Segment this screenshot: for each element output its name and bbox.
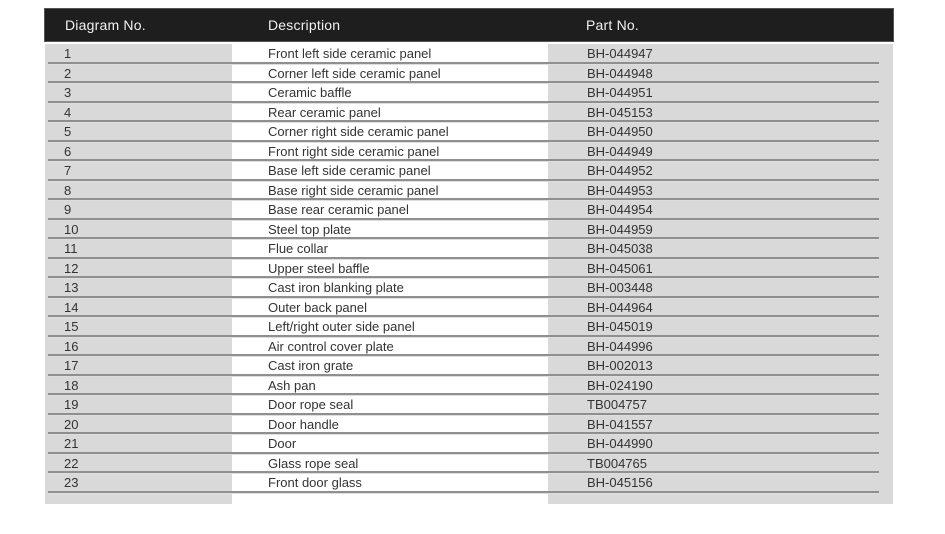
table-row (45, 259, 893, 279)
table-row (45, 220, 893, 240)
cell-diagram-no: 6 (64, 143, 72, 159)
cell-part-no: BH-044948 (587, 65, 653, 81)
table-row (45, 415, 893, 435)
table-row (45, 142, 893, 162)
cell-description: Air control cover plate (268, 338, 394, 354)
cell-diagram-no: 10 (64, 221, 79, 237)
table-row (45, 473, 893, 493)
cell-description: Steel top plate (268, 221, 352, 237)
cell-diagram-no: 19 (64, 397, 79, 413)
table-row (45, 454, 893, 474)
cell-part-no: BH-002013 (587, 358, 653, 374)
cell-part-no: BH-044950 (587, 124, 653, 140)
cell-part-no: BH-045153 (587, 104, 653, 120)
table-row (45, 356, 893, 376)
table-row (45, 395, 893, 415)
cell-description: Corner right side ceramic panel (268, 124, 449, 140)
cell-part-no: BH-041557 (587, 416, 653, 432)
cell-part-no: BH-044951 (587, 85, 653, 101)
column-header-part-no: Part No. (586, 17, 639, 33)
cell-part-no: BH-003448 (587, 280, 653, 296)
cell-diagram-no: 11 (64, 241, 78, 257)
cell-part-no: BH-045156 (587, 475, 653, 491)
cell-part-no: BH-044952 (587, 163, 653, 179)
cell-description: Door (268, 436, 297, 452)
cell-part-no: BH-044949 (587, 143, 653, 159)
table-row (45, 434, 893, 454)
column-header-description: Description (268, 17, 341, 33)
cell-description: Outer back panel (268, 299, 368, 315)
cell-description: Door handle (268, 416, 339, 432)
table-row (45, 298, 893, 318)
cell-part-no: BH-045038 (587, 241, 653, 257)
cell-part-no: TB004757 (587, 397, 647, 413)
cell-diagram-no: 5 (64, 124, 72, 140)
table-row (45, 103, 893, 123)
cell-part-no: BH-044990 (587, 436, 653, 452)
cell-diagram-no: 1 (64, 46, 72, 62)
cell-diagram-no: 17 (64, 358, 79, 374)
cell-part-no: BH-044964 (587, 299, 653, 315)
cell-diagram-no: 9 (64, 202, 72, 218)
cell-description: Upper steel baffle (268, 260, 370, 276)
cell-part-no: BH-044953 (587, 182, 653, 198)
table-row (45, 83, 893, 103)
cell-part-no: BH-045061 (587, 260, 653, 276)
cell-description: Front left side ceramic panel (268, 46, 432, 62)
table-row (45, 64, 893, 84)
cell-part-no: BH-044947 (587, 46, 653, 62)
cell-diagram-no: 12 (64, 260, 79, 276)
cell-diagram-no: 7 (64, 163, 72, 179)
cell-description: Rear ceramic panel (268, 104, 381, 120)
cell-diagram-no: 20 (64, 416, 79, 432)
cell-part-no: TB004765 (587, 455, 647, 471)
cell-diagram-no: 18 (64, 377, 79, 393)
table-row (45, 317, 893, 337)
parts-table-body (45, 44, 893, 493)
cell-part-no: BH-024190 (587, 377, 653, 393)
cell-description: Cast iron blanking plate (268, 280, 404, 296)
table-header-row (45, 9, 893, 41)
table-row (45, 239, 893, 259)
cell-description: Cast iron grate (268, 358, 354, 374)
table-row (45, 278, 893, 298)
cell-part-no: BH-045019 (587, 319, 653, 335)
table-footer-strip (45, 493, 893, 504)
cell-description: Corner left side ceramic panel (268, 65, 441, 81)
table-row (45, 181, 893, 201)
cell-diagram-no: 16 (64, 338, 79, 354)
cell-diagram-no: 21 (64, 436, 79, 452)
cell-description: Base rear ceramic panel (268, 202, 409, 218)
cell-description: Flue collar (268, 241, 328, 257)
cell-description: Glass rope seal (268, 455, 359, 471)
cell-diagram-no: 2 (64, 65, 72, 81)
cell-description: Front right side ceramic panel (268, 143, 440, 159)
parts-list-page (45, 9, 893, 504)
cell-description: Base left side ceramic panel (268, 163, 431, 179)
table-row (45, 200, 893, 220)
cell-description: Ash pan (268, 377, 316, 393)
cell-diagram-no: 14 (64, 299, 79, 315)
cell-diagram-no: 3 (64, 85, 72, 101)
cell-part-no: BH-044959 (587, 221, 653, 237)
cell-description: Base right side ceramic panel (268, 182, 439, 198)
cell-diagram-no: 8 (64, 182, 72, 198)
table-row (45, 376, 893, 396)
table-row (45, 122, 893, 142)
table-row (45, 337, 893, 357)
column-header-diagram-no: Diagram No. (65, 17, 146, 33)
cell-diagram-no: 23 (64, 475, 79, 491)
cell-diagram-no: 4 (64, 104, 72, 120)
cell-diagram-no: 13 (64, 280, 79, 296)
table-row (45, 44, 893, 64)
cell-part-no: BH-044954 (587, 202, 653, 218)
cell-description: Ceramic baffle (268, 85, 352, 101)
cell-description: Door rope seal (268, 397, 354, 413)
cell-description: Left/right outer side panel (268, 319, 415, 335)
table-row (45, 161, 893, 181)
cell-part-no: BH-044996 (587, 338, 653, 354)
cell-diagram-no: 15 (64, 319, 79, 335)
cell-description: Front door glass (268, 475, 362, 491)
cell-diagram-no: 22 (64, 455, 79, 471)
